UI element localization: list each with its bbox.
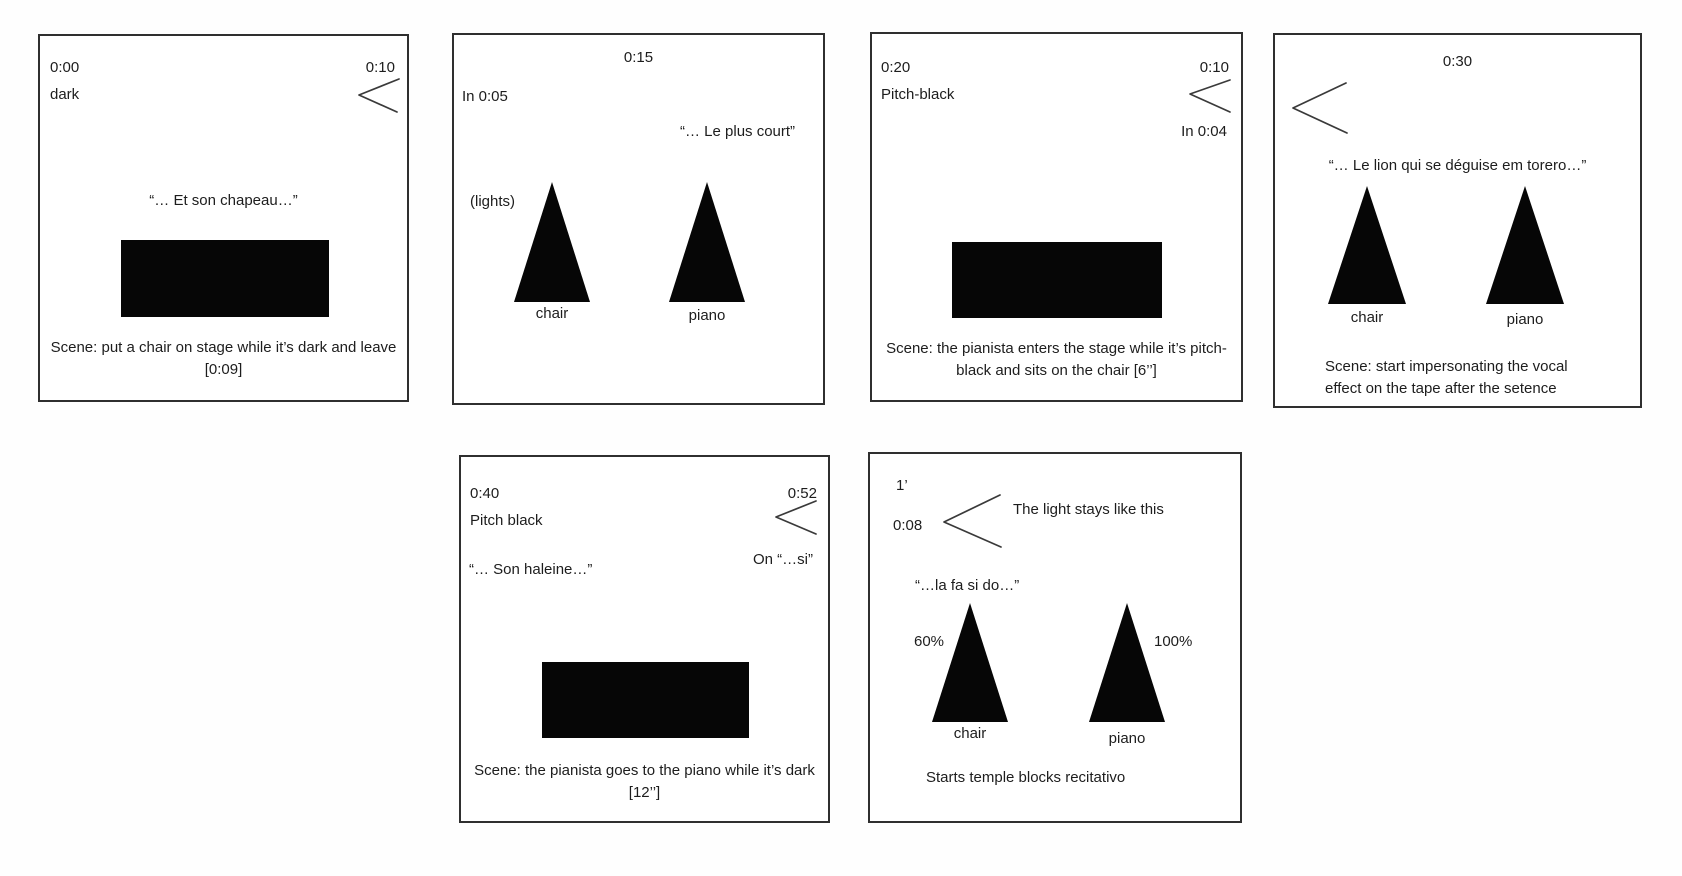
- scene-description: [50, 337, 397, 381]
- storyboard-panel-1: [38, 34, 409, 402]
- crescendo-hairpin-icon: [940, 491, 1006, 553]
- start-time-label: 0:20: [881, 59, 911, 76]
- start-time-label: 0:00: [50, 59, 80, 76]
- cue-label: 0:08: [893, 517, 923, 534]
- storyboard-panel-2: [452, 33, 825, 405]
- crescendo-hairpin-icon: [772, 498, 820, 538]
- chair-light-level: 60%: [914, 633, 945, 650]
- crescendo-hairpin-icon: [1186, 77, 1234, 117]
- piano-label: piano: [1108, 730, 1146, 747]
- piano-light-cone-triangle: [669, 182, 745, 302]
- tape-quote: “… Et son chapeau…”: [149, 192, 298, 209]
- stage-dark-rect: [952, 242, 1162, 318]
- scene-description: [1325, 356, 1587, 400]
- piano-light-cone-triangle: [1089, 603, 1165, 722]
- storyboard-panel-6: [868, 452, 1242, 823]
- scene-line-2: black and sits on the chair [6’’]: [956, 362, 1157, 379]
- storyboard-panel-5: [459, 455, 830, 823]
- light-note: The light stays like this: [1013, 501, 1164, 518]
- chair-light-cone-triangle: [1328, 186, 1406, 304]
- chair-label: chair: [953, 725, 987, 742]
- light-state-label: dark: [50, 86, 80, 103]
- time-label: 0:15: [623, 49, 654, 66]
- end-time-label: 0:10: [1199, 59, 1229, 76]
- tape-quote: “… Le lion qui se déguise em torero…”: [1328, 157, 1587, 174]
- start-time-label: 0:40: [470, 485, 500, 502]
- chair-light-cone-triangle: [932, 603, 1008, 722]
- end-time-label: 0:10: [365, 59, 395, 76]
- time-label: 0:30: [1442, 53, 1473, 70]
- scene-duration: [12’’]: [628, 784, 661, 801]
- storyboard-panel-3: [870, 32, 1243, 402]
- crescendo-hairpin-icon: [1289, 79, 1353, 139]
- piano-light-cone-triangle: [1486, 186, 1564, 304]
- stage-dark-rect: [121, 240, 329, 317]
- piano-label: piano: [1506, 311, 1544, 328]
- scene-line-1: Scene: the pianista enters the stage while it’s pitch-: [886, 340, 1227, 357]
- end-time-label: 0:52: [787, 485, 817, 502]
- scene-line-1: Scene: put a chair on stage while it’s dark and leave: [50, 339, 397, 356]
- light-state-label: Pitch black: [470, 512, 543, 529]
- chair-light-cone-triangle: [514, 182, 590, 302]
- scene-line-1: Scene: start impersonating the vocal: [1325, 358, 1568, 375]
- scene-description: [882, 338, 1231, 382]
- piano-light-level: 100%: [1154, 633, 1193, 650]
- scene-line-2: effect on the tape after the setence: [1325, 380, 1557, 397]
- tape-quote: “…la fa si do…”: [915, 577, 1020, 594]
- lights-note: (lights): [470, 193, 516, 210]
- scene-duration: [0:09]: [204, 361, 243, 378]
- crescendo-hairpin-icon: [355, 75, 403, 115]
- time-label: 1’: [896, 477, 908, 494]
- scene-line-1: Scene: the pianista goes to the piano while it’s dark: [474, 762, 815, 779]
- chair-label: chair: [1350, 309, 1384, 326]
- cue-label: In 0:05: [462, 88, 508, 105]
- chair-label: chair: [535, 305, 569, 322]
- piano-label: piano: [688, 307, 726, 324]
- tape-quote: “… Son haleine…”: [469, 561, 593, 578]
- scene-description: [471, 760, 818, 804]
- scene-description: Starts temple blocks recitativo: [926, 769, 1126, 786]
- cue-label: On “…si”: [753, 551, 813, 568]
- light-state-label: Pitch-black: [881, 86, 955, 103]
- storyboard-panel-4: [1273, 33, 1642, 408]
- stage-dark-rect: [542, 662, 749, 738]
- tape-quote: “… Le plus court”: [680, 123, 796, 140]
- cue-label: In 0:04: [1181, 123, 1227, 140]
